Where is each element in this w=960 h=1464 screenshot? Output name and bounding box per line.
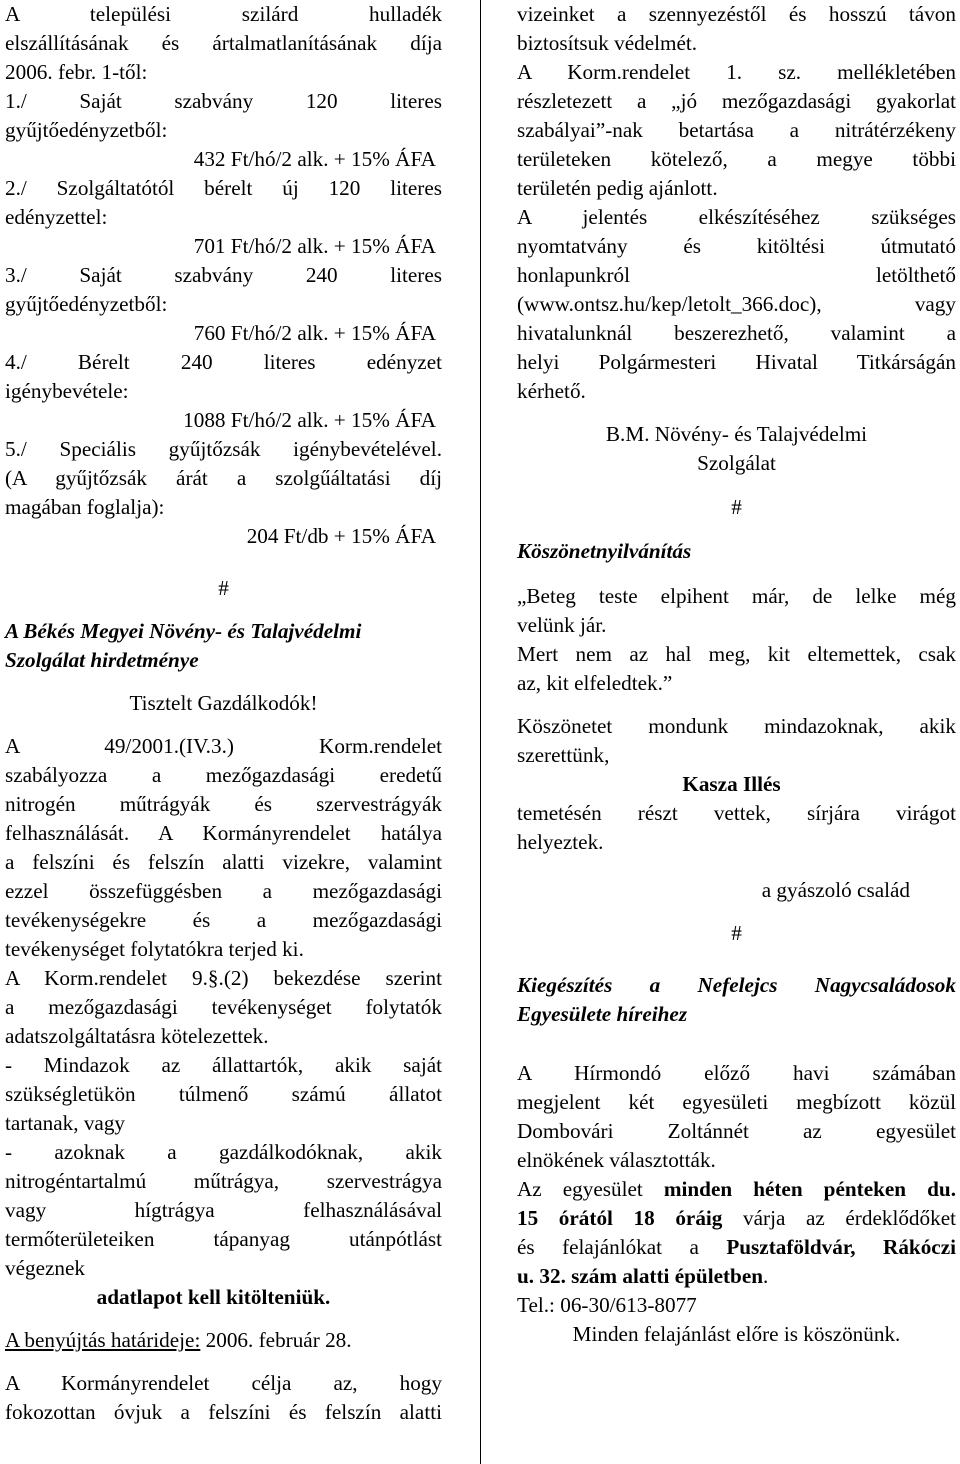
notice-body-line: végeznek [5,1256,85,1280]
notice-body-line: felhasználását. A Kormányrendelet hatálya [5,821,442,845]
fee-item-5-text: magában foglalja): [5,495,165,519]
section-separator: # [731,921,742,945]
regulation-goal: A Kormányrendelet célja az, hogy [5,1371,442,1395]
notice-body-line: A Korm.rendelet 9.§.(2) bekezdése szerint [5,966,442,990]
fee-item-4-price: 1088 Ft/hó/2 alk. + 15% ÁFA [183,408,436,432]
deceased-name: Kasza Illés [682,772,781,796]
memorial-quote: Mert nem az hal meg, kit eltemettek, csak [517,642,956,666]
association-title: Kiegészítés a Nefelejcs Nagycsaládosok [517,973,956,997]
memorial-quote: „Beteg teste elpihent már, de lelke még [517,584,956,608]
fee-item-2-text: edényzettel: [5,205,108,229]
report-info: honlapunkról letölthető [517,263,956,287]
notice-continuation: A Korm.rendelet 1. sz. mellékletében [517,60,956,84]
notice-body-line: tevékenységet folytatókra terjed ki. [5,937,304,961]
thanks-text: Köszönetet mondunk mindazoknak, akik [517,714,956,738]
left-column [5,0,442,1427]
fee-item-3-price: 760 Ft/hó/2 alk. + 15% ÁFA [193,321,436,345]
notice-continuation: vizeinket a szennyezéstől és hosszú távon [517,2,956,26]
deadline-value: 2006. február 28. [200,1328,352,1352]
meeting-text: várja az érdeklődőket [722,1206,956,1230]
regulation-goal: fokozottan óvjuk a felszíni és felszín alatti [5,1400,442,1424]
meeting-address: Pusztaföldvár, Rákóczi [726,1235,956,1259]
memorial-quote: velünk jár. [517,613,607,637]
right-column [517,0,956,1349]
notice-body-line: - azoknak a gazdálkodóknak, akik [5,1140,442,1164]
fee-item-2-text: 2./ Szolgáltatótól bérelt új 120 literes [5,176,442,200]
report-info: hivatalunknál beszerezhető, valamint a [517,321,956,345]
notice-body-line: tevékenységekre és a mezőgazdasági [5,908,442,932]
notice-body-line: nitrogéntartalmú műtrágya, szervestrágya [5,1169,442,1193]
thanks-text: szerettünk, [517,743,610,767]
family-signature: a gyászoló család [761,878,910,902]
notice-body-line: tartanak, vagy [5,1111,126,1135]
association-text: elnökének választották. [517,1148,716,1172]
notice-body-line: szükségletükön túlmenő számú állatot [5,1082,442,1106]
meeting-time: minden héten pénteken du. [663,1177,956,1201]
fee-item-1-price: 432 Ft/hó/2 alk. + 15% ÁFA [193,147,436,171]
meeting-address: u. 32. szám alatti épületben [517,1264,764,1288]
report-info: nyomtatvány és kitöltési útmutató [517,234,956,258]
fee-item-1-text: 1./ Saját szabvány 120 literes [5,89,442,113]
report-info: A jelentés elkészítéséhez szükséges [517,205,956,229]
report-info: kérhető. [517,379,586,403]
phone-number: Tel.: 06-30/613-8077 [517,1293,697,1317]
notice-body [5,732,442,1283]
notice-greeting: Tisztelt Gazdálkodók! [129,691,318,715]
notice-continuation: területén pedig ajánlott. [517,176,718,200]
association-title: Egyesülete híreihez [517,1002,688,1026]
notice-title: A Békés Megyei Növény- és Talajvédelmi [5,619,362,643]
notice-body-line: termőterületeiken tápanyag utánpótlást [5,1227,442,1251]
meeting-hours: 15 órától 18 óráig [517,1206,723,1230]
association-text: megjelent két egyesületi megbízott közül [517,1090,956,1114]
meeting-info [517,1175,956,1204]
fee-item-3-text: gyűjtőedényzetből: [5,292,168,316]
notice-continuation: biztosítsuk védelmét. [517,31,698,55]
report-url: (www.ontsz.hu/kep/letolt_366.doc), vagy [517,292,956,316]
fee-item-4-text: igénybevétele: [5,379,129,403]
meeting-text: . [763,1264,769,1288]
notice-body-line: vagy hígtrágya felhasználásával [5,1198,442,1222]
association-text: Dombovári Zoltánnét az egyesület [517,1119,956,1143]
column-divider [480,0,481,1464]
notice-body-line: a mezőgazdasági tevékenységet folytatók [5,995,442,1019]
memorial-quote: az, kit elfeledtek.” [517,671,673,695]
meeting-info [517,1204,956,1233]
fee-item-5-price: 204 Ft/db + 15% ÁFA [246,524,436,548]
fee-item-3-text: 3./ Saját szabvány 240 literes [5,263,442,287]
section-separator: # [218,576,229,600]
section-separator: # [731,495,742,519]
funeral-text: temetésén részt vettek, sírjára virágot [517,801,956,825]
funeral-text: helyeztek. [517,830,604,854]
notice-title: Szolgálat hirdetménye [5,648,199,672]
fee-item-5-text: (A gyűjtőzsák árát a szolgűáltatási díj [5,466,442,490]
fee-item-4-text: 4./ Bérelt 240 literes edényzet [5,350,442,374]
report-info: helyi Polgármesteri Hivatal Titkárságán [517,350,956,374]
deadline-label: A benyújtás határideje: [5,1328,201,1352]
notice-body-line: szabályozza a mezőgazdasági eredetű [5,763,442,787]
notice-continuation: területeken kötelező, a megye többi [517,147,956,171]
notice-body-line: nitrogén műtrágyák és szervestrágyák [5,792,442,816]
notice-body-line: ezzel összefüggésben a mezőgazdasági [5,879,442,903]
fee-item-1-text: gyűjtőedényzetből: [5,118,168,142]
meeting-info [517,1233,956,1262]
closing-line: Minden felajánlást előre is köszönünk. [572,1322,901,1346]
notice-body-line: A 49/2001.(IV.3.) Korm.rendelet [5,734,442,758]
waste-fee-heading-line: elszállításának és ártalmatlanításának díja [5,31,442,55]
waste-fee-heading-line: A települési szilárd hulladék [5,2,442,26]
thanks-title: Köszönetnyilvánítás [517,539,692,563]
datasheet-requirement: adatlapot kell kitölteniük. [96,1285,331,1309]
meeting-text: Az egyesület [517,1177,664,1201]
meeting-text: és felajánlókat a [517,1235,727,1259]
signature: Szolgálat [697,451,776,475]
notice-continuation: szabályai”-nak betartása a nitrátérzékeny [517,118,956,142]
notice-body-line: a felszíni és felszín alatti vizekre, valamint [5,850,442,874]
waste-fee-heading-line: 2006. febr. 1-től: [5,60,148,84]
meeting-info [517,1262,956,1291]
fee-item-5-text: 5./ Speciális gyűjtőzsák igénybevételével. [5,437,442,461]
association-text: A Hírmondó előző havi számában [517,1061,956,1085]
deadline-line [5,1326,442,1355]
signature: B.M. Növény- és Talajvédelmi [605,422,868,446]
notice-body-line: - Mindazok az állattartók, akik saját [5,1053,442,1077]
notice-continuation: részletezett a „jó mezőgazdasági gyakorlat [517,89,956,113]
notice-body-line: adatszolgáltatásra kötelezettek. [5,1024,269,1048]
fee-item-2-price: 701 Ft/hó/2 alk. + 15% ÁFA [193,234,436,258]
